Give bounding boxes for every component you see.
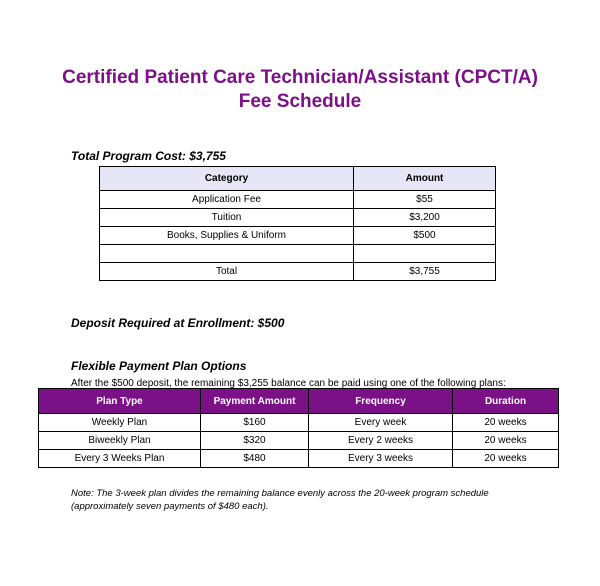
fee-category-cell: Books, Supplies & Uniform — [100, 227, 354, 245]
fee-category-cell: Tuition — [100, 209, 354, 227]
plan-frequency-cell: Every 3 weeks — [309, 450, 453, 468]
fee-total-label: Total — [100, 263, 354, 281]
fee-total-amount: $3,755 — [354, 263, 496, 281]
table-row — [39, 432, 559, 450]
plan-type-cell: Every 3 Weeks Plan — [39, 450, 201, 468]
plan-header-type: Plan Type — [39, 389, 201, 414]
table-row — [100, 209, 496, 227]
fee-header-amount: Amount — [354, 167, 496, 191]
program-cost-heading: Total Program Cost: $3,755 — [71, 149, 226, 163]
plan-amount-cell: $480 — [201, 450, 309, 468]
plan-type-cell: Biweekly Plan — [39, 432, 201, 450]
plan-amount-cell: $320 — [201, 432, 309, 450]
plan-duration-cell: 20 weeks — [453, 450, 559, 468]
fee-header-category: Category — [100, 167, 354, 191]
table-row-empty — [100, 245, 496, 263]
page-title — [0, 66, 600, 114]
payment-plans-heading: Flexible Payment Plan Options — [71, 359, 247, 373]
plan-header-frequency: Frequency — [309, 389, 453, 414]
title-line-2: Fee Schedule — [238, 91, 362, 112]
plan-duration-cell: 20 weeks — [453, 414, 559, 432]
plan-frequency-cell: Every week — [309, 414, 453, 432]
title-line-1: Certified Patient Care Technician/Assistant (CPCT/A) — [62, 67, 538, 88]
fee-table-header-row — [100, 167, 496, 191]
fee-category-cell — [100, 245, 354, 263]
plan-type-cell: Weekly Plan — [39, 414, 201, 432]
payment-plans-intro: After the $500 deposit, the remaining $3,255 balance can be paid using one of the following plans: — [71, 378, 506, 389]
deposit-heading: Deposit Required at Enrollment: $500 — [71, 316, 285, 330]
table-row — [39, 414, 559, 432]
fee-amount-cell — [354, 245, 496, 263]
plan-frequency-cell: Every 2 weeks — [309, 432, 453, 450]
table-row-total — [100, 263, 496, 281]
fee-amount-cell: $500 — [354, 227, 496, 245]
table-row — [39, 450, 559, 468]
fee-amount-cell: $3,200 — [354, 209, 496, 227]
plan-duration-cell: 20 weeks — [453, 432, 559, 450]
table-row — [100, 191, 496, 209]
plan-amount-cell: $160 — [201, 414, 309, 432]
fee-category-cell: Application Fee — [100, 191, 354, 209]
table-row — [100, 227, 496, 245]
fee-amount-cell: $55 — [354, 191, 496, 209]
fee-table — [99, 166, 496, 281]
plan-header-duration: Duration — [453, 389, 559, 414]
plan-header-amount: Payment Amount — [201, 389, 309, 414]
payment-plan-table — [38, 388, 559, 468]
plan-table-header-row — [39, 389, 559, 414]
footnote: Note: The 3-week plan divides the remaining balance evenly across the 20-week program schedule (approximately seven payments of $480 each). — [71, 488, 489, 512]
